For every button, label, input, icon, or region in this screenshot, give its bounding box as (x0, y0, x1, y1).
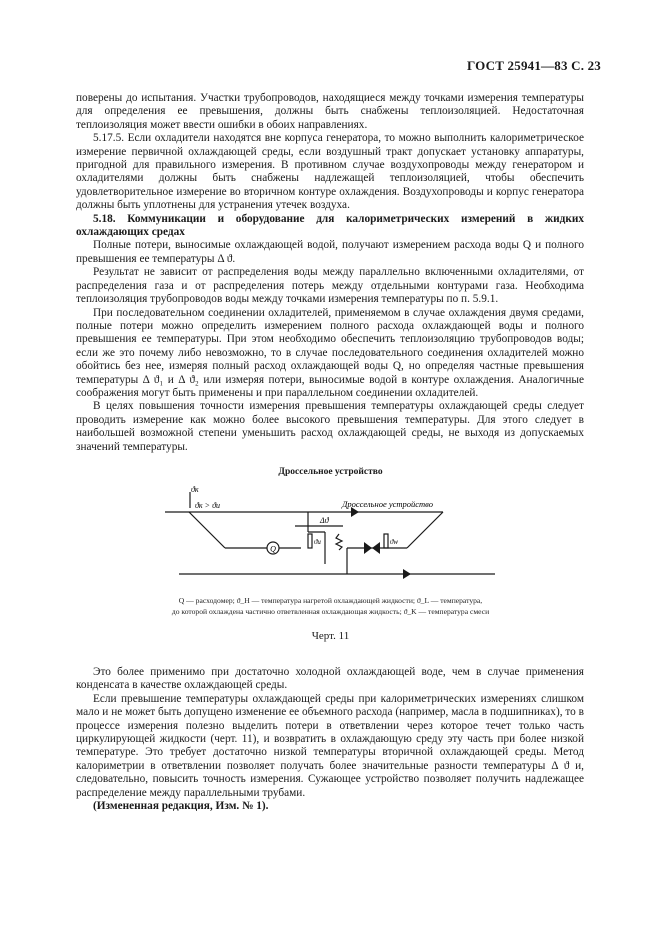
paragraph: Это более применимо при достаточно холодной охлаждающей воде, чем в случае применения конденсата в качестве охлаждающей среды. (76, 666, 584, 692)
paragraph: В целях повышения точности измерения превышения температуры охлаждающей среды следует проводить измерение как можно более высокого превышения температуры. Для этого следует в наибольшей возможной степени уменьшить расход охлаждающей среды, не выходя из допускаемых значений температуры. (76, 400, 584, 453)
throttle-label: Дроссельное устройство (342, 499, 434, 509)
paragraph: При последовательном соединении охладителей, применяемом в случае охлаждения двумя средами, полные потери можно определить измерением полного расхода охлаждающей воды и полного превышения ее температуры. При этом необходимо обеспечить теплоизоляцию трубопроводов воды; если же это почему либо невозможно, то в случае последовательного соединения охладителей можно обойтись без нее, измеряя полный расход охлаждающей воды Q, но определяя частные превышения температуры Δ ϑ₁ и Δ ϑ₂ или измеряя потери, выносимые водой в контуре охлаждения. Аналогичные соображения могут быть применены и при параллельном соединении охладителей. (76, 306, 584, 399)
revision-note: (Измененная редакция, Изм. № 1). (93, 800, 269, 813)
delta-label: Δϑ (320, 516, 329, 525)
page-header: ГОСТ 25941—83 С. 23 (467, 58, 601, 73)
arrow-right-icon (403, 569, 411, 579)
paragraph: Если превышение температуры охлаждающей среды при калориметрических измерениях слишком мало и не может быть допущено изменение ее объемного расхода (например, масла в подшипниках), то в процессе измерения полезно выделить потери в ответвлении через которое течет только часть циркулирующей жидкости (черт. 11), и возвратить в охлаждающую среду эту часть при более низкой температуре. Это требует достаточно низкой температуры вторичной охлаждающей среды. Метод калориметрии в ответвлении позволяет получать более значительные разности температуры Δ ϑ и, следовательно, повысить точность измерения. Сужающее устройство позволяет получить надлежащее распределение между параллельными трубами. (76, 692, 584, 799)
flowmeter-label: Q (270, 544, 276, 554)
right-branch-diagonal (407, 512, 443, 548)
paragraph: 5.17.5. Если охладители находятся вне корпуса генератора, то можно выполнить калориметрическое измерение первичной охлаждающей среды, если воздушный тракт допускает установку аппаратуры, пригодной для правильного измерения. В противном случае воздухопроводы между генератором и охладителями должны быть снабжены надлежащей теплоизоляцией, чтобы обеспечить удовлетворительное измерение во вторичном контуре охлаждения. Воздухопроводы и корпус генератора должны быть уплотнены для устранения утечек воздуха. (76, 132, 584, 212)
left-branch-diagonal (189, 512, 225, 548)
paragraph: Результат не зависит от распределения воды между параллельно включенными охладителями, от распределения газа и от распределения потерь между отдельными контурами газа. Необходима теплоизоляция трубопроводов воды между точками измерения температуры по п. 5.9.1. (76, 266, 584, 306)
valve-right-icon (372, 542, 380, 554)
figure-number: Черт. 11 (311, 630, 350, 642)
thermometer-w (384, 534, 388, 548)
body-text-top (76, 92, 584, 454)
theta-k-label: ϑк (191, 486, 199, 494)
figure-title: Дроссельное устройство (278, 467, 383, 477)
paragraph: поверены до испытания. Участки трубопроводов, находящиеся между точками измерения температуры для определения ее превышения, должны быть снабжены теплоизоляцией. Недостаточная теплоизоляция может ввести ошибки в обоих направлениях. (76, 92, 584, 131)
section-heading: 5.18. Коммуникации и оборудование для калориметрических измерений в жидких охлаждающих средах (76, 212, 584, 239)
valve-left-icon (364, 542, 372, 554)
theta-w-label: ϑw (390, 538, 399, 546)
throttle-diagram (165, 486, 505, 586)
legend-line: Q — расходомер; ϑ_H — температура нагретой охлаждающей жидкости; ϑ_L — температура, (178, 596, 483, 605)
resistor-icon (336, 534, 342, 550)
legend-line: до которой охлаждена частично ответвленная охлаждающая жидкость; ϑ_K — температура смеси (171, 606, 490, 616)
figure-legend (0, 596, 661, 617)
paragraph: Полные потери, выносимые охлаждающей водой, получают измерением расхода воды Q и полного превышения ее температуры Δ ϑ. (76, 239, 584, 265)
body-text-bottom (76, 666, 584, 813)
theta-k-gt-u-label: ϑк > ϑu (195, 501, 220, 510)
theta-u-label: ϑu (314, 538, 321, 546)
thermometer-u (308, 534, 312, 548)
